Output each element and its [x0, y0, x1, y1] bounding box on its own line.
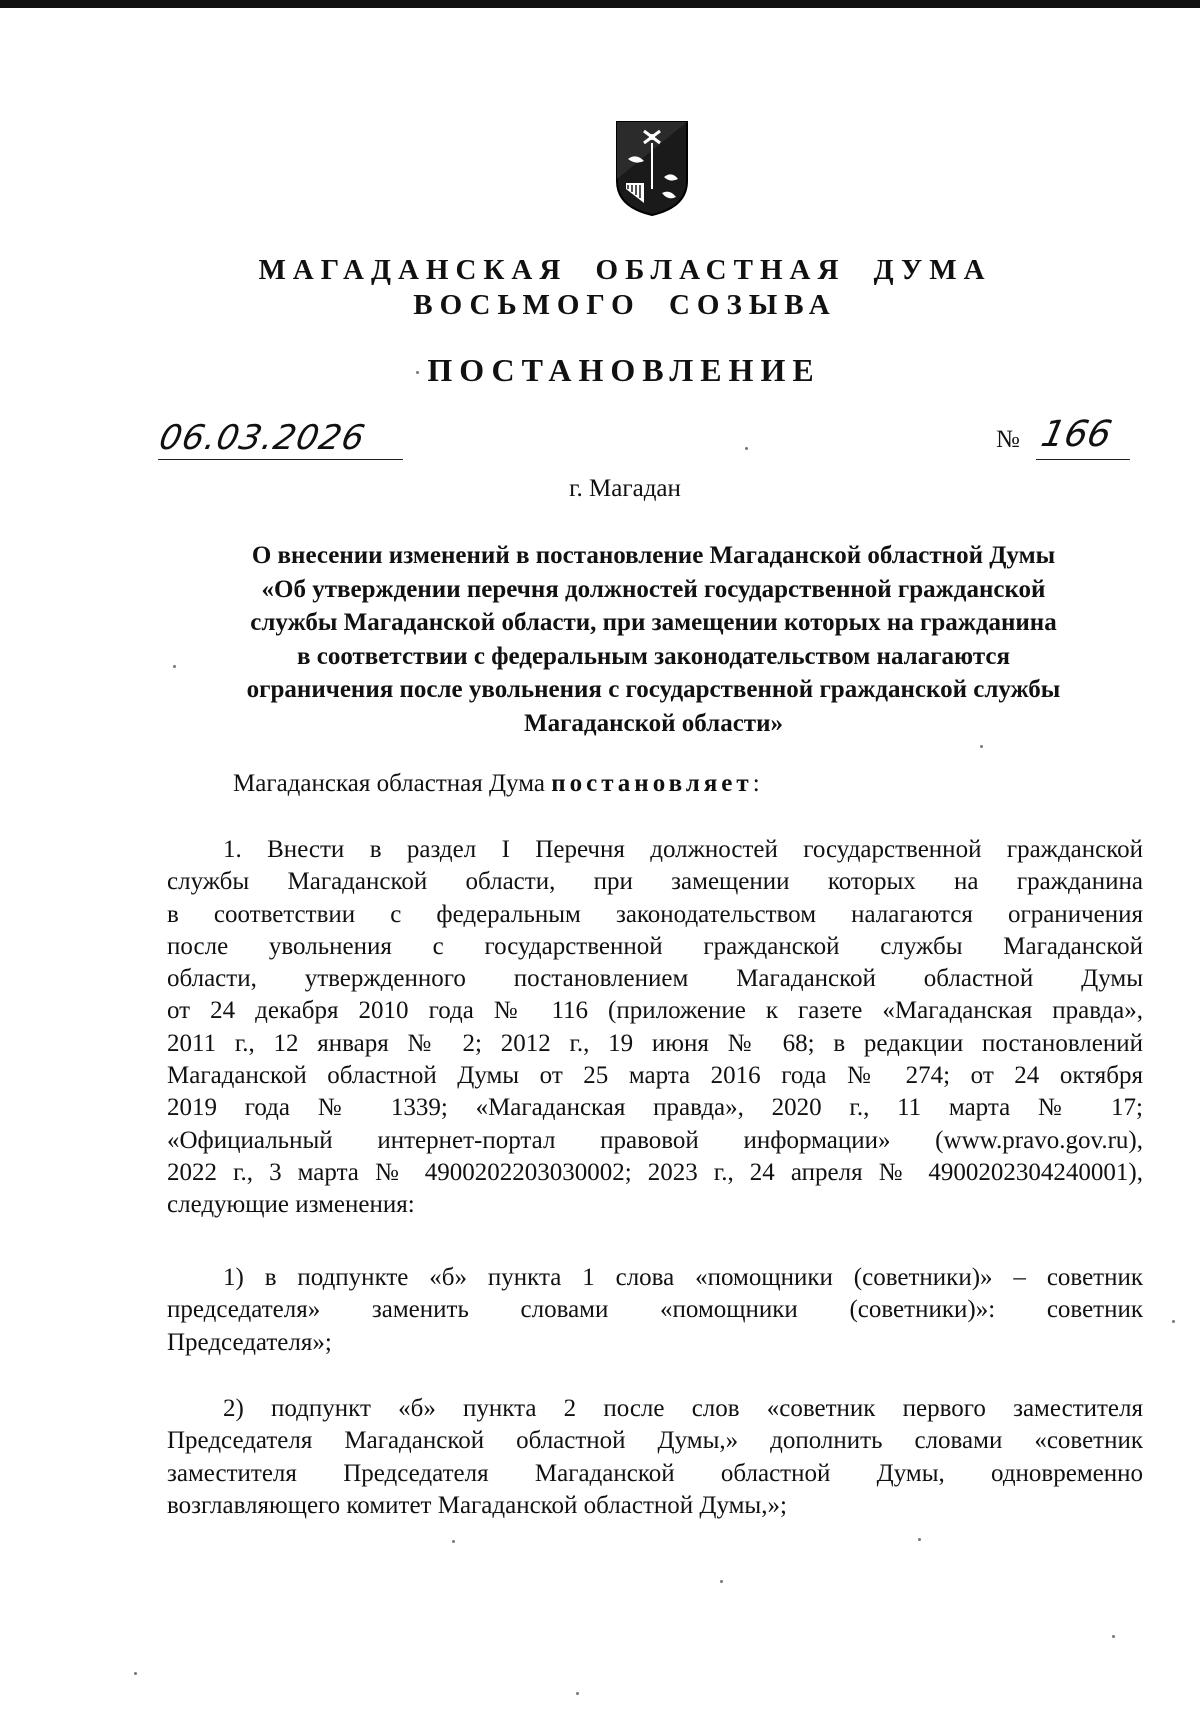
enacting-prefix: Магаданская областная Дума — [233, 770, 552, 797]
date-underline — [158, 459, 403, 460]
enacting-clause — [233, 770, 760, 798]
enacting-verb: постановляет — [551, 770, 753, 797]
title-line: О внесении изменений в постановление Магаданской областной Думы — [251, 542, 1056, 569]
text-line: Председателя»; — [167, 1328, 332, 1356]
text-line: заместителя Председателя Магаданской областной Думы, одновременно — [167, 1459, 1143, 1487]
text-line: 1. Внести в раздел I Перечня должностей государственной гражданской — [223, 836, 1143, 863]
document-type: ПОСТАНОВЛЕНИЕ — [427, 352, 821, 388]
enacting-suffix: : — [752, 770, 760, 797]
document-title — [160, 539, 1147, 740]
text-line: 2011 г., 12 января № 2; 2012 г., 19 июня № 68; в редакции постановлений — [167, 1029, 1143, 1057]
text-line: области, утвержденного постановлением Магаданской областной Думы — [167, 965, 1143, 993]
text-line: после увольнения с государственной гражданской службы Магаданской — [167, 932, 1143, 960]
text-line: 2019 года № 1339; «Магаданская правда», 2020 г., 11 марта № 17; — [167, 1094, 1143, 1122]
handwritten-number: 166 — [1037, 414, 1116, 455]
subpoint-1 — [167, 1262, 1143, 1359]
text-line: 2022 г., 3 марта № 4900202203030002; 2023 г., 24 апреля № 4900202304240001), — [167, 1158, 1143, 1186]
subpoint-2 — [167, 1393, 1143, 1522]
coat-of-arms-icon — [614, 119, 690, 217]
convocation: ВОСЬМОГО СОЗЫВА — [413, 289, 837, 321]
organization-name: МАГАДАНСКАЯ ОБЛАСТНАЯ ДУМА — [258, 254, 992, 286]
title-line: ограничения после увольнения с государственной гражданской службы — [246, 676, 1061, 703]
text-line: возглавляющего комитет Магаданской областной Думы,»; — [167, 1491, 787, 1519]
text-line: 2) подпункт «б» пункта 2 после слов «советник первого заместителя — [223, 1395, 1143, 1422]
text-line: Магаданской областной Думы от 25 марта 2016 года № 274; от 24 октября — [167, 1062, 1143, 1090]
text-line: 1) в подпункте «б» пункта 1 слова «помощники (советники)» – советник — [223, 1264, 1143, 1291]
text-line: службы Магаданской области, при замещении которых на гражданина — [167, 868, 1143, 896]
handwritten-date: 06.03.2026 — [155, 418, 369, 458]
scan-top-edge — [0, 0, 1200, 8]
title-line: «Об утверждении перечня должностей государственной гражданской — [261, 575, 1046, 603]
city: г. Магадан — [569, 475, 681, 502]
text-line: председателя» заменить словами «помощники (советники)»: советник — [167, 1296, 1143, 1324]
title-line: службы Магаданской области, при замещении которых на гражданина — [250, 609, 1057, 636]
text-line: в соответствии с федеральным законодательством налагаются ограничения — [167, 900, 1143, 928]
paragraph-1 — [167, 834, 1143, 1222]
number-sign: № — [996, 426, 1020, 453]
title-line: Магаданской области» — [523, 709, 783, 737]
number-underline — [1036, 459, 1130, 460]
text-line: следующие изменения: — [167, 1191, 415, 1219]
text-line: от 24 декабря 2010 года № 116 (приложение к газете «Магаданская правда», — [167, 997, 1143, 1025]
text-line: «Официальный интернет-портал правовой информации» (www.pravo.gov.ru), — [167, 1126, 1143, 1154]
text-line: Председателя Магаданской областной Думы,» дополнить словами «советник — [167, 1427, 1143, 1455]
title-line: в соответствии с федеральным законодательством налагаются — [296, 642, 1011, 670]
